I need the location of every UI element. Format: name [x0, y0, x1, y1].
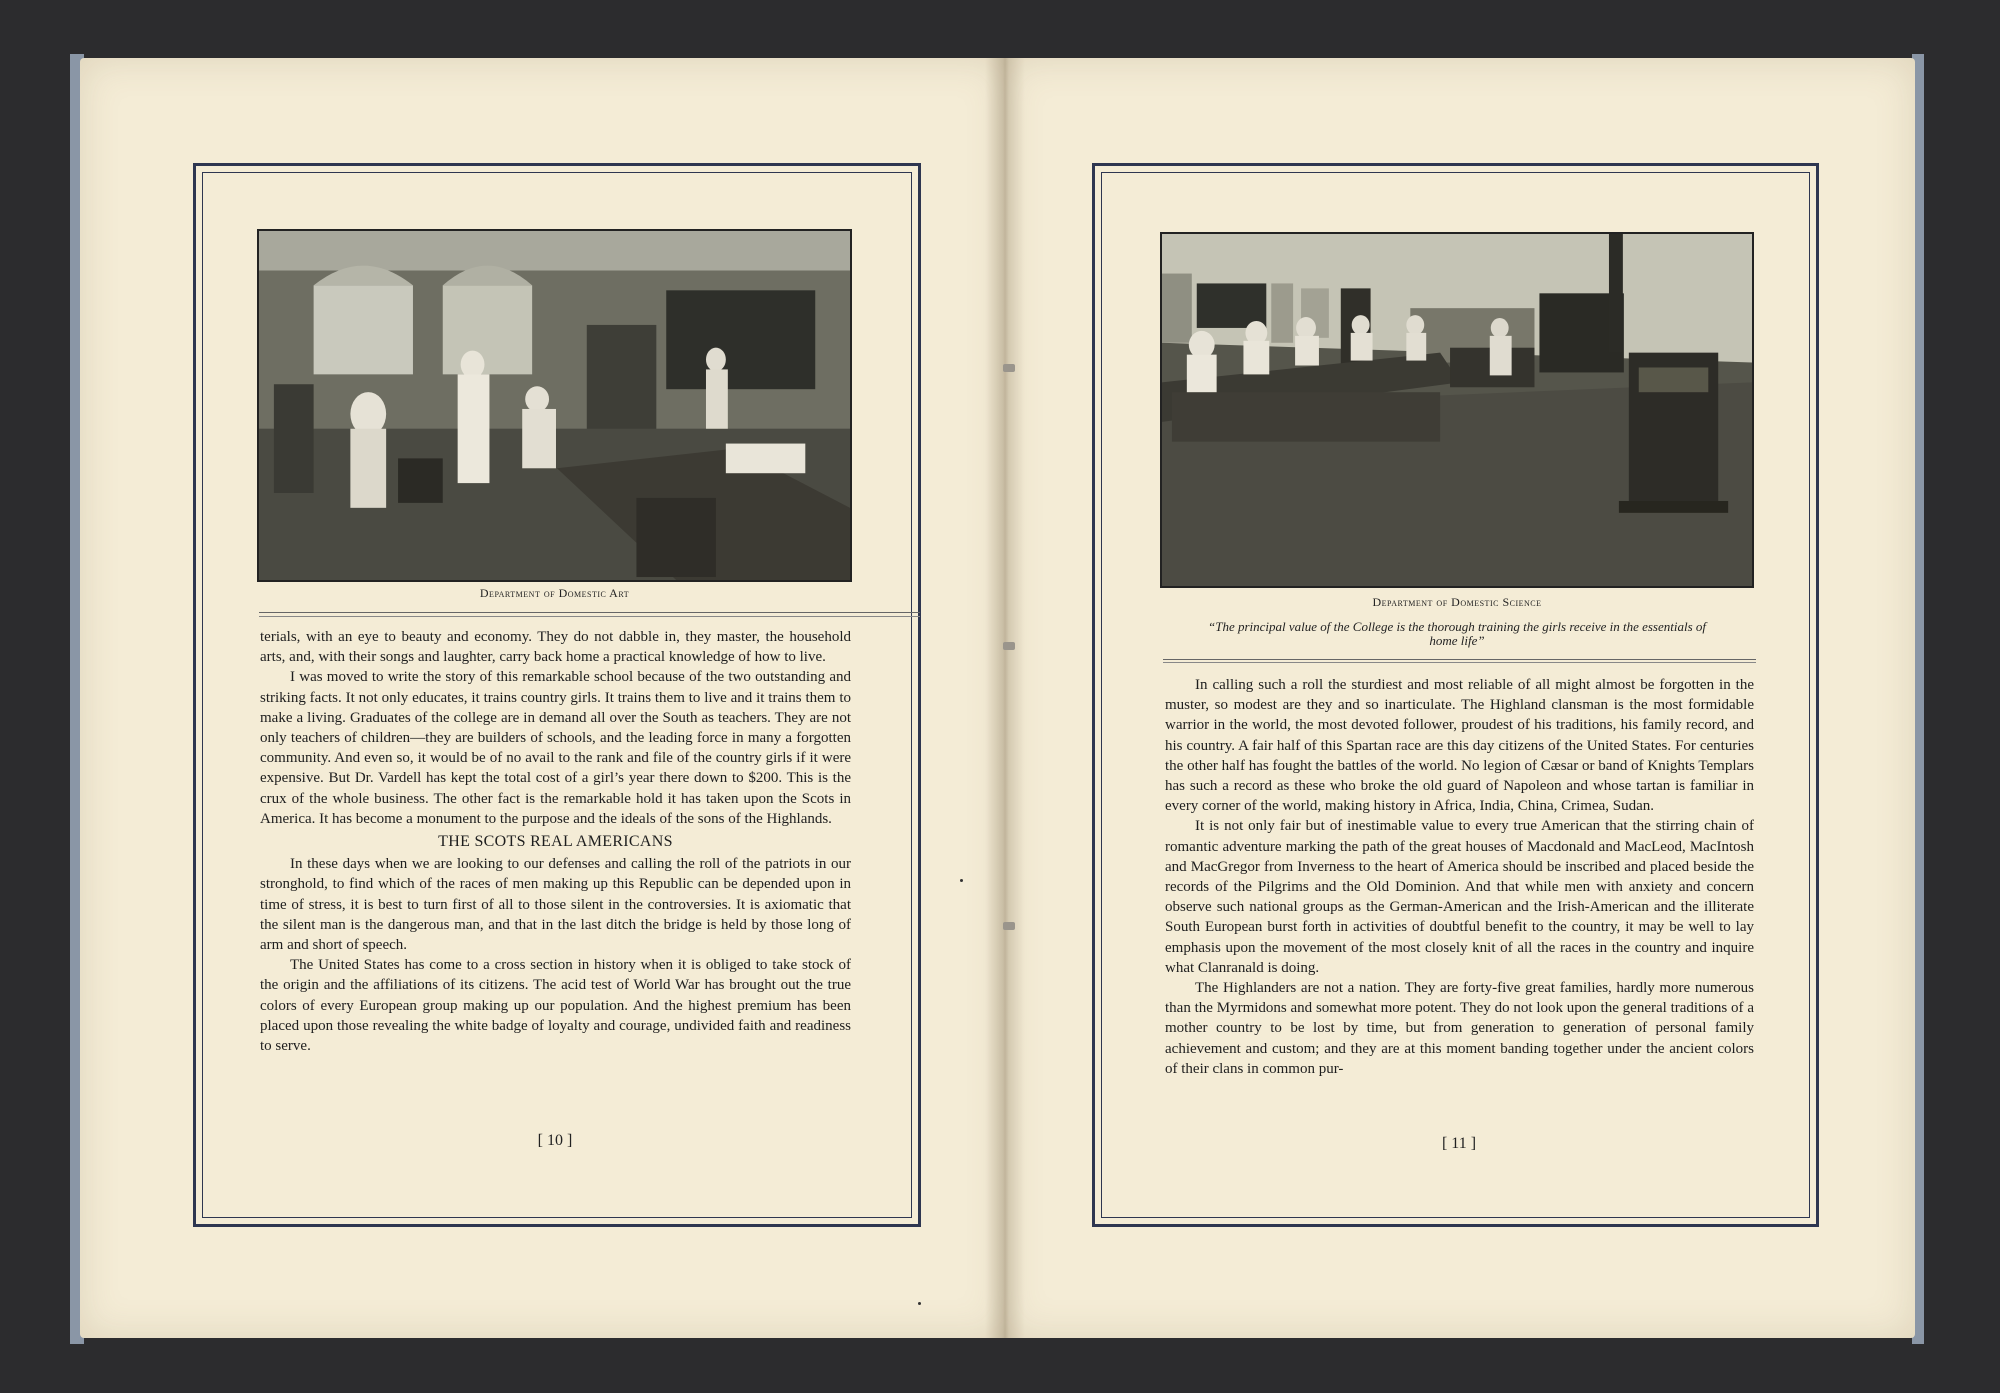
page-number: [ 11 ] — [1441, 1135, 1477, 1152]
domestic-art-photo — [257, 229, 852, 582]
paper-speck — [960, 879, 963, 882]
right-body-text — [1165, 675, 1754, 1079]
domestic-science-photo — [1160, 232, 1754, 588]
paragraph: The Highlanders are not a nation. They are forty-five great families, hardly more numerous than the Myrmidons and somewhat more potent. They do not look upon the general traditions of a mother country to be lost by time, but from generation to generation of personal family achievement and custom; and they are at this moment banding together under the ancient colors of their clans in common pur- — [1165, 980, 1754, 1077]
paragraph: I was moved to write the story of this remarkable school because of the two outstanding and striking facts. It not only educates, it trains country girls. It trains them to live and it trains them to make a living. Graduates of the college are in demand all over the South as teachers. They are not only teachers of children—they are builders of schools, and the leading force in many a forgotten community. And even so, it would be of no avail to the rank and file of the country girls if it were expensive. But Dr. Vardell has kept the total cost of a girl’s year there down to $200. This is the crux of the whole business. The other fact is the remarkable hold it has taken upon the Scots in America. It has become a monument to the purpose and the ideals of the sons of the Highlands. — [260, 669, 851, 827]
domestic-science-caption: Department of Domestic Science — [1372, 595, 1542, 609]
staple — [1003, 642, 1015, 650]
paragraph: In these days when we are looking to our defenses and calling the roll of the patriots in our stronghold, to find which of the races of men making up this Republic can be depended upon in time of stress, it is best to turn first of all to those silent in the controversies. It is axiomatic that the silent man is the dangerous man, and that in the last ditch the bridge is held by those long of arm and short of speech. — [260, 856, 851, 954]
domestic-art-caption: Department of Domestic Art — [479, 586, 630, 600]
paragraph: terials, with an eye to beauty and economy. They do not dabble in, they master, the household arts, and, with their songs and laughter, carry back home a practical knowledge of how to live. — [260, 629, 851, 666]
kitchen-lab-photo-illustration — [1162, 234, 1752, 586]
caption-rule — [259, 616, 920, 617]
paragraph: In calling such a roll the sturdiest and most reliable of all might almost be forgotten in the muster, so modest are they and so inarticulate. The Highland clansman is the most formidable warrior in the world, the most devoted follower, proudest of his traditions, his family record, and his country. A fair half of this Spartan race are this day citizens of the United States. For centuries the other half has fought the battles of the world. No legion of Cæsar or band of Knights Templars has such a record as these who broke the old guard of Napoleon and whose tartan is familiar in every corner of the world, making history in Africa, India, China, Crimea, Sudan. — [1165, 677, 1754, 815]
paragraph: It is not only fair but of inestimable value to every true American that the stirring chain of romantic adventure marking the path of the great houses of Macdonald and MacLeod, MacIntosh and MacGregor from Inverness to the heart of America should be inscribed and placed beside the records of the Pilgrims and the Old Dominion. And that while men with anxiety and concern observe such national groups as the German-American and the Irish-American and the illiterate South European burst forth in activities of doubtful benefit to the country, it may be well to lay emphasis upon the movement of the most closely knit of all the races in the country and inquire what Clanranald is doing. — [1165, 818, 1754, 976]
book-gutter — [985, 58, 1025, 1338]
caption-rule — [1163, 662, 1756, 663]
section-heading: THE SCOTS REAL AMERICANS — [438, 833, 673, 851]
photo-quote: “The principal value of the College is the thorough training the girls receive in the essentials of home life” — [1207, 619, 1707, 648]
page-number: [ 10 ] — [537, 1132, 573, 1149]
caption-rule — [259, 612, 920, 613]
classroom-photo-illustration — [259, 231, 850, 580]
paragraph: The United States has come to a cross section in history when it is obliged to take stock of the origin and the affiliations of its citizens. The acid test of World War has brought out the true colors of every European group making up our population. And the highest premium has been placed upon those revealing the white badge of loyalty and courage, undivided faith and readiness to serve. — [260, 957, 851, 1055]
staple — [1003, 922, 1015, 930]
caption-rule — [1163, 659, 1756, 660]
paper-speck — [918, 1302, 921, 1305]
left-body-text — [260, 627, 851, 1056]
staple — [1003, 364, 1015, 372]
